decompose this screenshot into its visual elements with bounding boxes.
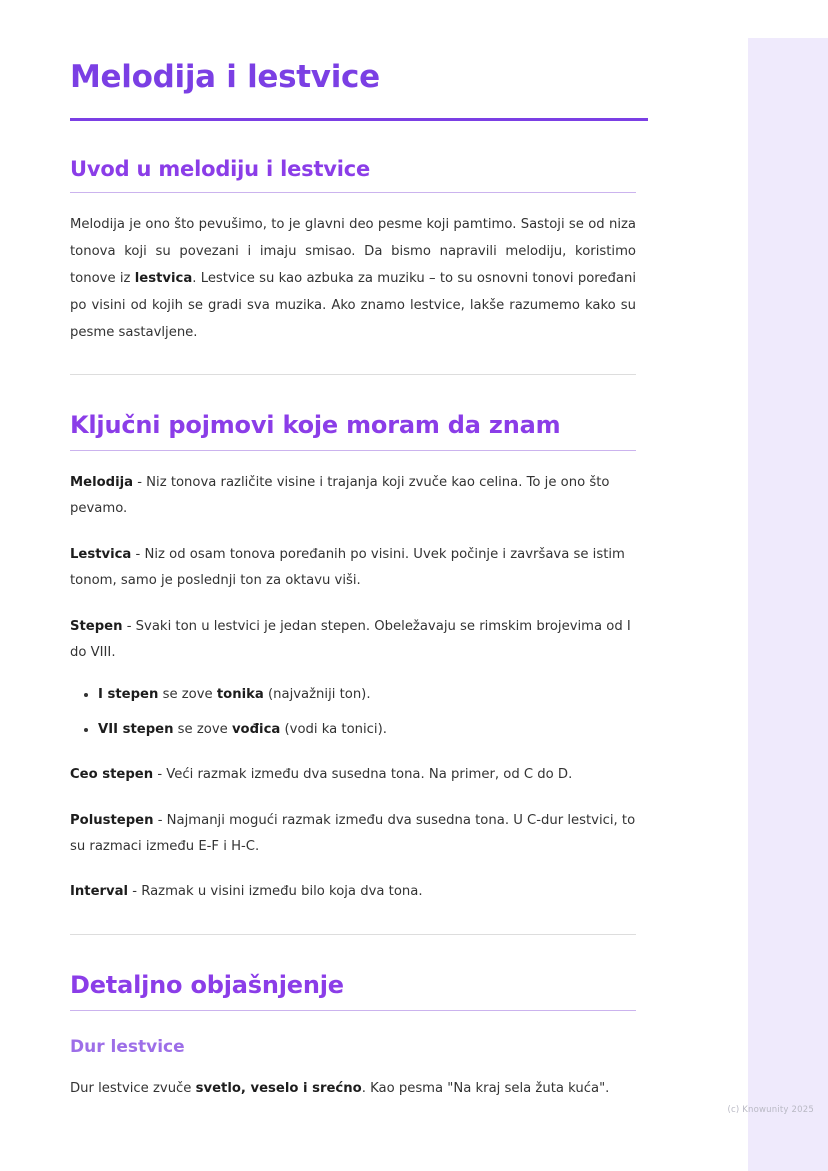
section-heading-detaljno: Detaljno objašnjenje <box>70 970 344 999</box>
page-margin-strip <box>748 38 828 1171</box>
section-divider-1 <box>70 374 636 375</box>
title-underline <box>70 118 648 121</box>
term-name: Melodija <box>70 474 134 490</box>
term-ceo-stepen <box>70 762 636 788</box>
list-item <box>98 717 636 743</box>
intro-paragraph <box>70 211 636 346</box>
bullet-tail: (najvažniji ton). <box>263 687 371 703</box>
intro-text-part2: . Lestvice su kao azbuka za muziku – to su osnovni tonovi poređani po visini od kojih se gradi sva muzika. Ako znamo lestvice, lakše razumemo kako su pesme sastavljene. <box>70 270 636 340</box>
section-underline-uvod <box>70 192 636 193</box>
term-interval <box>70 879 636 905</box>
list-item <box>98 682 636 708</box>
section-underline-pojmovi <box>70 450 636 451</box>
term-definition: - Razmak u visini između bilo koja dva tona. <box>128 884 423 900</box>
term-stepen <box>70 614 636 667</box>
term-name: Interval <box>70 884 129 900</box>
document-content <box>70 60 636 1102</box>
term-lestvica <box>70 542 636 595</box>
copyright-footer: (c) Knowunity 2025 <box>727 1105 814 1115</box>
bullet-mid: se zove <box>158 687 217 703</box>
term-definition: - Veći razmak između dva susedna tona. Na primer, od C do D. <box>153 767 573 783</box>
page-margin-divider <box>745 38 748 1171</box>
dur-bold: svetlo, veselo i srećno <box>195 1080 362 1096</box>
term-name: Lestvica <box>70 546 132 562</box>
term-name: Stepen <box>70 618 123 634</box>
bullet-tail: (vodi ka tonici). <box>280 721 387 737</box>
term-definition: - Niz od osam tonova poređanih po visini. Uvek počinje i završava se istim tonom, samo je poslednji ton za oktavu viši. <box>70 546 625 589</box>
bullet-strong: tonika <box>216 687 264 703</box>
intro-text-part1: Melodija je ono što pevušimo, to je glavni deo pesme koji pamtimo. Sastoji se od niza tonova koji su povezani i imaju smisao. Da bismo napravili melodiju, koristimo tonove iz <box>70 216 636 286</box>
term-definition: - Najmanji mogući razmak između dva susedna tona. U C-dur lestvici, to su razmaci između E-F i H-C. <box>70 812 636 855</box>
section-heading-pojmovi: Ključni pojmovi koje moram da znam <box>70 410 561 439</box>
dur-paragraph <box>70 1076 636 1102</box>
dur-text-part2: . Kao pesma "Na kraj sela žuta kuća". <box>361 1080 610 1096</box>
page-title: Melodija i lestvice <box>70 59 380 95</box>
subsection-heading-dur: Dur lestvice <box>70 1036 185 1057</box>
bullet-lead: VII stepen <box>98 721 174 737</box>
term-definition: - Svaki ton u lestvici je jedan stepen. Obeležavaju se rimskim brojevima od I do VIII. <box>70 618 631 660</box>
term-definition: - Niz tonova različite visine i trajanja koji zvuče kao celina. To je ono što pevamo. <box>70 474 610 517</box>
bullet-strong: vođica <box>231 721 281 737</box>
term-name: Ceo stepen <box>70 767 154 783</box>
term-polustepen <box>70 808 636 861</box>
section-heading-uvod: Uvod u melodiju i lestvice <box>70 156 371 181</box>
section-divider-2 <box>70 934 636 935</box>
section-underline-detaljno <box>70 1010 636 1011</box>
intro-bold-term: lestvica <box>134 270 193 286</box>
stepen-bullet-list <box>70 682 636 743</box>
bullet-mid: se zove <box>173 721 232 737</box>
term-name: Polustepen <box>70 812 154 828</box>
bullet-lead: I stepen <box>98 687 159 703</box>
dur-text-part1: Dur lestvice zvuče <box>70 1080 196 1096</box>
term-melodija <box>70 470 636 523</box>
